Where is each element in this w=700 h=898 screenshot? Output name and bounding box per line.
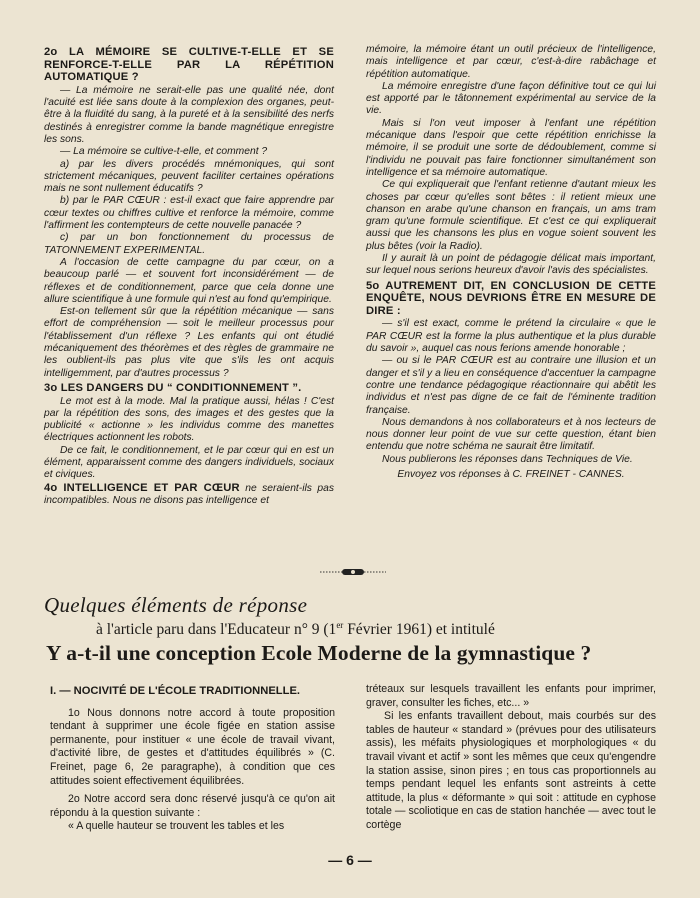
paragraph: Ce qui expliquerait que l'enfant retienne d'autant mieux les choses par cœur qu'elles sont bêtes : il retient mieux une chanson en arabe qu'une chanson en français, un ams tram gram qu'une formule scientifique. Et c'est ce qui expliquerait aussi que les chansons les plus en vogue soient souvent les plus bêtes (voir la Radio). xyxy=(366,179,656,252)
section-heading-4-tail: ne seraient-ils pas incompatibles. Nous ne disons pas intelligence et xyxy=(44,482,334,506)
article-subtitle-pre: à l'article paru dans l'Educateur n° 9 (1 xyxy=(96,621,337,639)
paragraph: Mais si l'on veut imposer à l'enfant une répétition mécanique dans l'espoir que cette répétition enrichisse la mémoire, il se produit une sorte de dédoublement, comme si l'individu ne pouvait pas faire fonctionner simultanément son intelligence et sa mémoire automatique. xyxy=(366,117,656,178)
left-column xyxy=(44,44,334,507)
paragraph: La mémoire enregistre d'une façon définitive tout ce qui lui est apporté par le tâtonnement expérimental au service de la vie. xyxy=(366,80,656,117)
section-heading-3: 3o LES DANGERS DU “ CONDITIONNEMENT ”. xyxy=(44,381,302,394)
paragraph: Est-on tellement sûr que la répétition mécanique — sans effort de compréhension — soit le meilleur processus pour l'établissement d'un réflexe ? Les enfants qui ont étudié mécaniquement des théorèmes et des règles de grammaire ne les oublient-ils pas plus vite que s'ils les ont acquis intelligemment, par d'autres processus ? xyxy=(44,306,334,379)
ornament-icon xyxy=(318,567,388,577)
article-left-column xyxy=(50,683,335,834)
paragraph: mémoire, la mémoire étant un outil précieux de l'intelligence, mais intelligence et par cœur, c'est-à-dire rabâchage et répétition automatique. xyxy=(366,44,656,80)
paragraph: A l'occasion de cette campagne du par cœur, on a beaucoup parlé — et souvent fort inconsidérément — de réflexes et de conditionnement, parce que cela donne une allure scientifique à une formule qui n'est au fond qu'empirique. xyxy=(44,256,334,305)
article-headline: Y a-t-il une conception Ecole Moderne de la gymnastique ? xyxy=(46,641,592,665)
paragraph: 1o Nous donnons notre accord à toute proposition tendant à supprimer une école figée en station assise permanente, pour instituer « une école de travail vivant, d'activité libre, de gestes et d'attitudes équilibrés » (C. Freinet, page 6, 2e paragraphe), à condition que ces attitudes soient effectivement équilibrées. xyxy=(50,706,335,787)
paragraph: Nous publierons les réponses dans Techniques de Vie. xyxy=(382,453,633,465)
paragraph: — s'il est exact, comme le prétend la circulaire « que le PAR CŒUR est la forme la plus authentique et la plus durable du savoir », auquel cas nous ferions amende honorable ; xyxy=(366,318,656,355)
article-subtitle-post: Février 1961) et intitulé xyxy=(343,621,495,639)
article-section-heading: I. — NOCIVITÉ DE L'ÉCOLE TRADITIONNELLE. xyxy=(50,685,301,697)
section-heading-4 xyxy=(44,482,334,508)
section-heading-5: 5o AUTREMENT DIT, EN CONCLUSION DE CETTE ENQUÊTE, NOUS DEVRIONS ÊTRE EN MESURE DE DIRE : xyxy=(366,279,656,317)
page-number: — 6 — xyxy=(328,852,372,868)
paragraph: Il y aurait là un point de pédagogie délicat mais important, sur lequel nous serions heureux d'avoir l'avis des spécialistes. xyxy=(366,253,656,277)
paragraph: « A quelle hauteur se trouvent les tables et les xyxy=(68,820,285,833)
paragraph: b) par le PAR CŒUR : est-il exact que faire apprendre par cœur textes ou chiffres cultive et renforce la mémoire, comme l'affirment les contempteurs de cette nouvelle panacée ? xyxy=(44,195,334,232)
section-heading-2: 2o LA MÉMOIRE SE CULTIVE-T-ELLE ET SE RENFORCE-T-ELLE PAR LA RÉPÉTITION AUTOMATIQUE ? xyxy=(44,46,334,84)
paragraph: — La mémoire se cultive-t-elle, et comment ? xyxy=(60,146,268,158)
paragraph: Nous demandons à nos collaborateurs et à nos lecteurs de nous donner leur point de vue sur cette question, étant bien entendu que notre schéma ne saurait être limitatif. xyxy=(366,416,656,453)
right-column xyxy=(366,44,656,481)
paragraph: c) par un bon fonctionnement du processus de TATONNEMENT EXPERIMENTAL. xyxy=(44,232,334,256)
article-right-column xyxy=(366,683,656,833)
article-subtitle xyxy=(96,620,495,639)
paragraph: a) par les divers procédés mnémoniques, qui sont strictement mécaniques, peuvent faciliter certaines opérations mais ne sont nullement éducatifs ? xyxy=(44,158,334,195)
paragraph: tréteaux sur lesquels travaillent les enfants pour imprimer, graver, consulter les fiches, etc... » xyxy=(366,683,656,709)
section-heading-4-title: 4o INTELLIGENCE ET PAR CŒUR xyxy=(44,481,240,494)
signature-line: Envoyez vos réponses à C. FREINET - CANNES. xyxy=(397,468,625,480)
article-title: Quelques éléments de réponse xyxy=(44,593,308,617)
ornament-divider xyxy=(318,567,388,577)
article-subtitle-sup: er xyxy=(336,620,344,630)
paragraph: 2o Notre accord sera donc réservé jusqu'à ce qu'on ait répondu à la question suivante : xyxy=(50,793,335,819)
paragraph: Si les enfants travaillent debout, mais courbés sur des tables de hauteur « standard » (prévues pour des utilisateurs assis), les méfaits physiologiques et morphologiques « du travail vivant et actif » sont les mêmes que ceux qu'engendre la station assise, sinon pires ; en tous cas proportionnels au temps pendant lequel les enfants sont astreints à cette attitude, la plus « déformante » qui soit : attitude en cyphose totale — scoliotique en cas de station hanchée — avec tout le cortège xyxy=(366,710,656,831)
paragraph: De ce fait, le conditionnement, et le par cœur qui en est un élément, apparaissent comme des dangers individuels, sociaux et civiques. xyxy=(44,444,334,481)
paragraph: Le mot est à la mode. Mal la pratique aussi, hélas ! C'est par la répétition des sons, des images et des gestes que la publicité « actionne » les individus comme des manettes électriques actionnent les robots. xyxy=(44,395,334,444)
paragraph: — La mémoire ne serait-elle pas une qualité née, dont l'acuité est liée sans doute à la complexion des organes, peut-être à la fluidité du sang, à la pureté et à la sensibilité des nerfs destinés à enregistrer comme la bande magnétique enregistre les sons. xyxy=(44,84,334,145)
paragraph: — ou si le PAR CŒUR est au contraire une illusion et un danger et s'il y a lieu en conséquence d'accentuer la campagne contre une tendance pédagogique réactionnaire qui abêtit les individus et n'est pas digne de ce fait de l'éminente tradition française. xyxy=(366,355,656,416)
